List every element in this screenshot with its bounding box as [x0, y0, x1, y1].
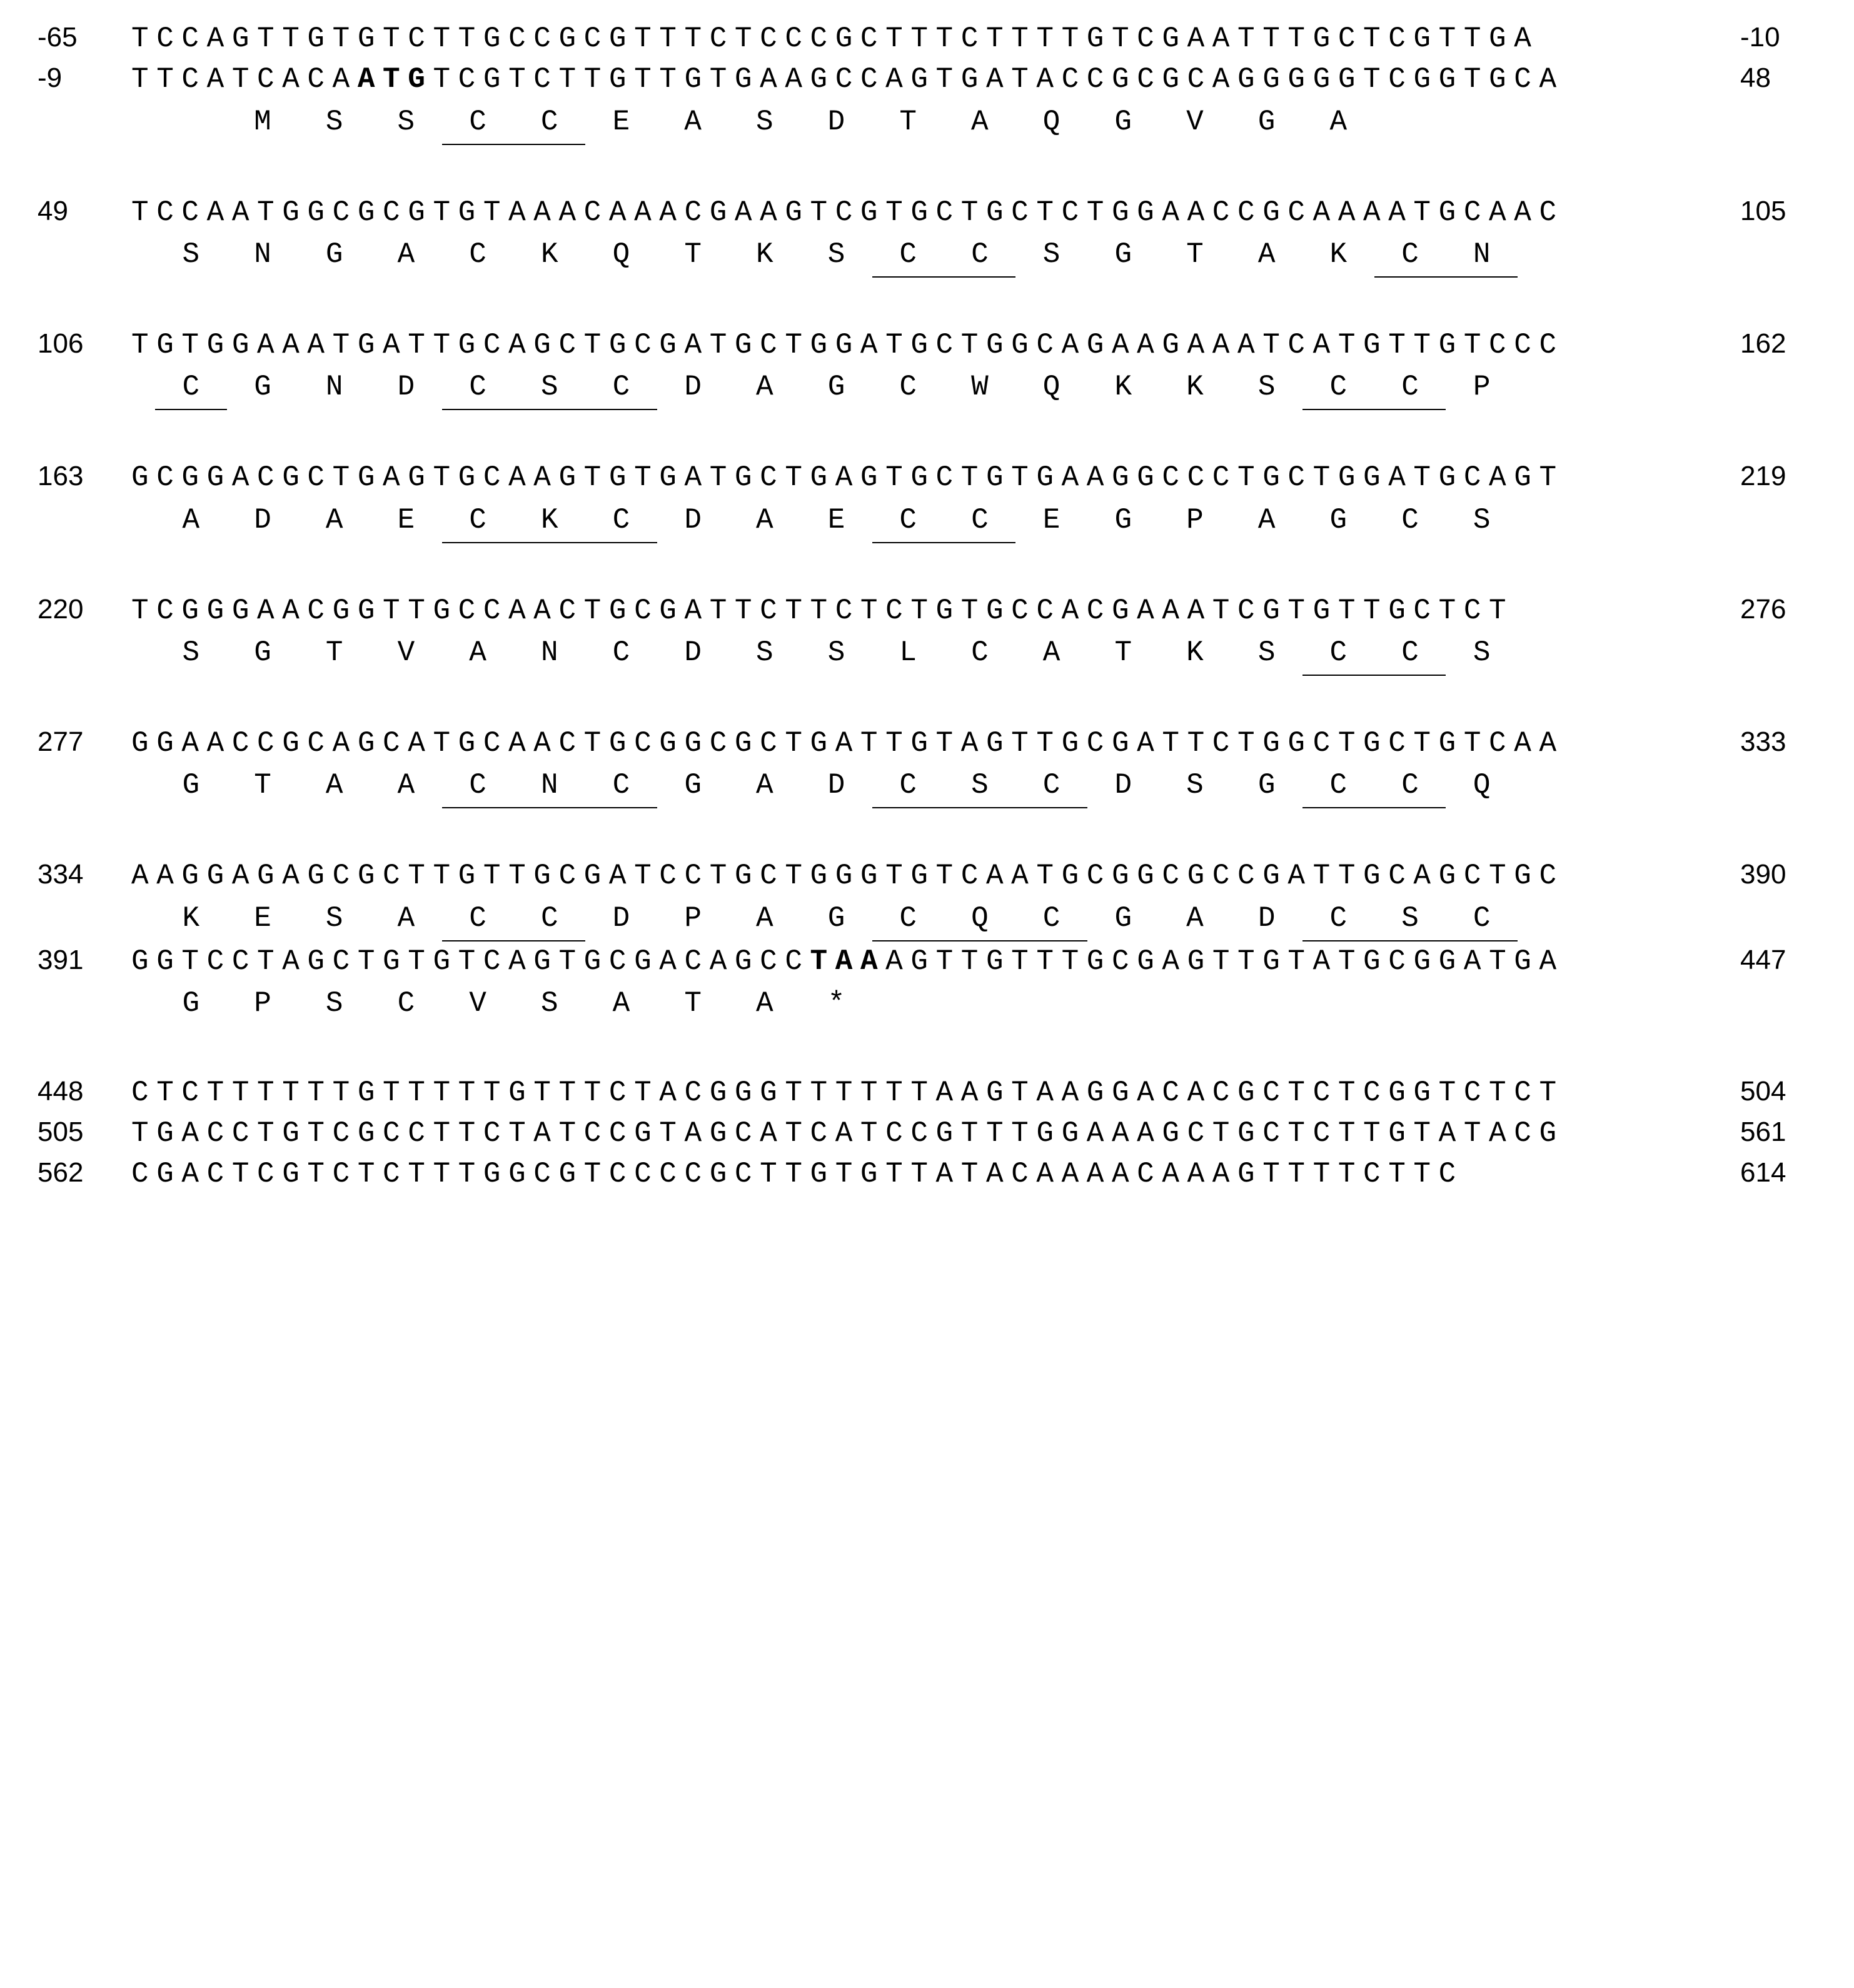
- amino-acid: G: [1257, 769, 1276, 802]
- amino-acid: V: [469, 986, 486, 1020]
- amino-acid: P: [1473, 371, 1491, 404]
- nucleotide-sequence: [131, 1113, 1723, 1154]
- sequence-text: AGTTGTTTGCGAGTTGTATGCGGATGA: [885, 945, 1564, 978]
- block-gap: [38, 410, 1816, 458]
- amino-acid-underlined: C: [1374, 631, 1446, 676]
- amino-acid: G: [182, 986, 200, 1020]
- sequence-block: [38, 193, 1816, 278]
- amino-acid: A: [325, 769, 343, 802]
- amino-acid-sequence: [131, 233, 1816, 278]
- amino-acid-underlined: C: [944, 499, 1016, 543]
- amino-acid: S: [182, 238, 200, 271]
- row-start-number: 277: [38, 726, 84, 757]
- amino-acid: G: [684, 769, 702, 802]
- amino-acid-underlined: Q: [944, 897, 1016, 941]
- untranslated-tail-rows: [38, 1073, 1816, 1195]
- amino-acid: D: [684, 503, 702, 536]
- row-end-number: 504: [1740, 1075, 1786, 1107]
- protein-row: [38, 233, 1816, 278]
- sequence-text: AAGGAGAGCGCTTGTTGCGATCCTGCTGGGTGTCAATGCGGCGCCGATTGCAGCTGC: [131, 860, 1564, 893]
- amino-acid-underlined: N: [1446, 233, 1518, 278]
- nucleotide-sequence: [131, 856, 1723, 896]
- protein-row: [38, 982, 1816, 1025]
- amino-acid: Q: [612, 238, 630, 271]
- amino-acid: S: [1186, 769, 1204, 802]
- amino-acid-underlined: C: [1015, 897, 1087, 941]
- amino-acid: A: [182, 503, 200, 536]
- amino-acid: C: [397, 986, 415, 1020]
- protein-row: [38, 631, 1816, 676]
- amino-acid: G: [827, 901, 845, 935]
- nucleotide-sequence: [131, 1154, 1723, 1195]
- amino-acid: P: [254, 986, 271, 1020]
- amino-acid-underlined: C: [585, 499, 657, 543]
- amino-acid: C: [899, 371, 917, 404]
- amino-acid-underlined: C: [1374, 233, 1446, 278]
- row-start-number: 562: [38, 1157, 84, 1188]
- row-end-number: 105: [1740, 195, 1786, 226]
- amino-acid-underlined: K: [513, 499, 585, 543]
- row-end-number: 276: [1740, 593, 1786, 625]
- nucleotide-row: [38, 591, 1816, 631]
- amino-acid-underlined: C: [1302, 366, 1374, 410]
- amino-acid: M: [254, 105, 271, 138]
- amino-acid-underlined: C: [513, 897, 585, 941]
- row-start-number: 163: [38, 461, 84, 492]
- amino-acid: A: [397, 901, 415, 935]
- amino-acid-underlined: C: [442, 897, 514, 941]
- amino-acid: S: [540, 986, 558, 1020]
- sequence-text: TGTGGAAATGATTGCAGCTGCGATGCTGGATGCTGGCAGAAGAAATCATGTTGTCCC: [131, 328, 1564, 361]
- amino-acid: T: [325, 636, 343, 669]
- amino-acid: K: [182, 901, 200, 935]
- sequence-text: GGTCCTAGCTGTGTCAGTGCGACAGCC: [131, 945, 810, 978]
- amino-acid: S: [1042, 238, 1061, 271]
- amino-acid: C: [1401, 503, 1419, 536]
- amino-acid: K: [1329, 238, 1348, 271]
- row-end-number: 48: [1740, 63, 1771, 94]
- amino-acid: P: [1186, 503, 1204, 536]
- amino-acid-underlined: C: [513, 101, 585, 145]
- sequence-text: TCGTCTTGTTGTGAAGCCAGTGATACCGCGCAGGGGGTCGGTGCA: [433, 63, 1564, 96]
- amino-acid: D: [827, 769, 845, 802]
- amino-acid: P: [684, 901, 702, 935]
- block-gap: [38, 543, 1816, 591]
- row-start-number: 448: [38, 1075, 84, 1107]
- amino-acid-underlined: C: [155, 366, 227, 410]
- amino-acid: A: [1329, 105, 1348, 138]
- amino-acid: Q: [1042, 371, 1061, 404]
- sequence-text: TCGGGAACGGTTGCCAACTGCGATTCTTCTCTGTGCCACGAAATCGTGTTGCTCT: [131, 594, 1514, 627]
- amino-acid-underlined: S: [944, 764, 1016, 808]
- amino-acid: A: [469, 636, 486, 669]
- amino-acid-underlined: C: [872, 233, 944, 278]
- amino-acid-underlined: C: [1374, 366, 1446, 410]
- amino-acid: S: [756, 636, 773, 669]
- amino-acid-underlined: C: [1302, 897, 1374, 941]
- nucleotide-sequence: [131, 19, 1723, 59]
- amino-acid: S: [325, 105, 343, 138]
- nucleotide-sequence: [131, 591, 1723, 631]
- sequence-block: [38, 325, 1816, 410]
- amino-acid: A: [612, 986, 630, 1020]
- amino-acid: D: [254, 503, 271, 536]
- amino-acid: E: [827, 503, 845, 536]
- row-end-number: 390: [1740, 859, 1786, 890]
- amino-acid: G: [182, 769, 200, 802]
- row-start-number: -9: [38, 63, 63, 94]
- nucleotide-sequence: [131, 941, 1723, 982]
- amino-acid: A: [971, 105, 989, 138]
- amino-acid-sequence: [131, 631, 1816, 676]
- amino-acid: A: [397, 238, 415, 271]
- amino-acid: Q: [1473, 769, 1491, 802]
- amino-acid: D: [684, 636, 702, 669]
- sequence-text: GGAACCGCAGCATGCAACTGCGGCGCTGATTGTAGTTGCGATTCTGGCTGCTGTCAA: [131, 726, 1564, 760]
- amino-acid: *: [827, 986, 845, 1020]
- amino-acid: A: [756, 371, 773, 404]
- amino-acid: A: [1257, 503, 1276, 536]
- row-start-number: 334: [38, 859, 84, 890]
- amino-acid: D: [1257, 901, 1276, 935]
- amino-acid-underlined: C: [442, 499, 514, 543]
- amino-acid: T: [254, 769, 271, 802]
- row-end-number: -10: [1740, 22, 1780, 53]
- amino-acid: S: [182, 636, 200, 669]
- amino-acid: A: [756, 503, 773, 536]
- amino-acid-underlined: N: [513, 764, 585, 808]
- amino-acid: G: [325, 238, 343, 271]
- amino-acid-sequence: [131, 897, 1816, 941]
- nucleotide-row: [38, 325, 1816, 366]
- sequence-block: [38, 856, 1816, 941]
- amino-acid: D: [397, 371, 415, 404]
- amino-acid: S: [397, 105, 415, 138]
- amino-acid: G: [1114, 238, 1132, 271]
- nucleotide-row: [38, 458, 1816, 498]
- amino-acid: T: [899, 105, 917, 138]
- row-end-number: 333: [1740, 726, 1786, 757]
- amino-acid: A: [1257, 238, 1276, 271]
- amino-acid: C: [612, 636, 630, 669]
- row-start-number: 49: [38, 195, 68, 226]
- sequence-text: TCCAGTTGTGTCTTGCCGCGTTTCTCCCGCTTTCTTTTGTCGAATTTGCTCGTTGA: [131, 23, 1539, 55]
- amino-acid-sequence: [131, 982, 1816, 1025]
- amino-acid: E: [1042, 503, 1061, 536]
- amino-acid: G: [1257, 105, 1276, 138]
- amino-acid: D: [684, 371, 702, 404]
- amino-acid: T: [1114, 636, 1132, 669]
- amino-acid: S: [1473, 636, 1491, 669]
- nucleotide-sequence: [131, 723, 1723, 764]
- nucleotide-row: [38, 193, 1816, 233]
- row-start-number: 391: [38, 944, 84, 975]
- amino-acid: W: [971, 371, 989, 404]
- amino-acid: S: [1257, 371, 1276, 404]
- row-start-number: -65: [38, 22, 78, 53]
- amino-acid: A: [1186, 901, 1204, 935]
- amino-acid: S: [755, 105, 773, 138]
- amino-acid: K: [1114, 371, 1132, 404]
- sequence-blocks: [38, 19, 1816, 1025]
- amino-acid: T: [684, 238, 702, 271]
- protein-row: [38, 897, 1816, 941]
- amino-acid: G: [1329, 503, 1348, 536]
- amino-acid: N: [540, 636, 558, 669]
- amino-acid-underlined: C: [872, 897, 944, 941]
- amino-acid: E: [254, 901, 271, 935]
- amino-acid-sequence: [131, 366, 1816, 410]
- sequence-block: [38, 591, 1816, 676]
- amino-acid: A: [325, 503, 343, 536]
- amino-acid: E: [397, 503, 415, 536]
- amino-acid: K: [1186, 371, 1204, 404]
- amino-acid: K: [1186, 636, 1204, 669]
- amino-acid: S: [325, 986, 343, 1020]
- nucleotide-row: [38, 1073, 1816, 1113]
- amino-acid: S: [325, 901, 343, 935]
- nucleotide-row: [38, 59, 1816, 100]
- sequence-text: TTCATCACA: [131, 63, 358, 96]
- amino-acid: N: [254, 238, 271, 271]
- amino-acid-underlined: C: [442, 101, 514, 145]
- amino-acid-underlined: C: [585, 366, 657, 410]
- amino-acid: L: [899, 636, 917, 669]
- sequence-text: TGACCTGTCGCCTTCTATCCGTAGCATCATCCGTTTGGAAAGCTGCTCTTGTATACG: [131, 1117, 1564, 1150]
- amino-acid: S: [1257, 636, 1276, 669]
- amino-acid: C: [971, 636, 989, 669]
- nucleotide-sequence: [131, 458, 1723, 498]
- nucleotide-sequence: [131, 59, 1723, 100]
- amino-acid: E: [612, 105, 630, 138]
- sequence-text: TCCAATGGCGCGTGTAAACAAACGAAGTCGTGCTGCTCTGGAACCGCAAAATGCAAC: [131, 196, 1564, 229]
- amino-acid: S: [827, 238, 845, 271]
- amino-acid: A: [684, 105, 702, 138]
- protein-row: [38, 499, 1816, 543]
- amino-acid-underlined: C: [1302, 631, 1374, 676]
- row-end-number: 561: [1740, 1117, 1786, 1148]
- nucleotide-sequence: [131, 193, 1723, 233]
- amino-acid-underlined: C: [944, 233, 1016, 278]
- nucleotide-row: [38, 723, 1816, 764]
- amino-acid: G: [254, 636, 271, 669]
- amino-acid: A: [756, 901, 773, 935]
- sequence-text: GCGGACGCTGAGTGCAAGTGTGATGCTGAGTGCTGTGAAGGCCCTGCTGGATGCAGT: [131, 461, 1564, 494]
- amino-acid-underlined: C: [1302, 764, 1374, 808]
- amino-acid: K: [540, 238, 558, 271]
- amino-acid: D: [612, 901, 630, 935]
- row-start-number: 505: [38, 1117, 84, 1148]
- amino-acid: A: [1042, 636, 1061, 669]
- nucleotide-row: [38, 941, 1816, 982]
- amino-acid: A: [756, 986, 773, 1020]
- amino-acid-underlined: C: [1015, 764, 1087, 808]
- amino-acid: C: [469, 238, 486, 271]
- row-end-number: 447: [1740, 944, 1786, 975]
- nucleotide-sequence: [131, 325, 1723, 366]
- sequence-text: CGACTCGTCTCTTTGGCGTCCCCGCTTGTGTTATACAAAACAAAGTTTTCTTC: [131, 1158, 1464, 1191]
- amino-acid-underlined: S: [513, 366, 585, 410]
- amino-acid-underlined: S: [1374, 897, 1446, 941]
- amino-acid: Q: [1042, 105, 1061, 138]
- amino-acid-underlined: C: [442, 366, 514, 410]
- amino-acid-underlined: C: [585, 764, 657, 808]
- amino-acid-underlined: C: [1374, 764, 1446, 808]
- codon-highlight: ATG: [357, 63, 433, 96]
- amino-acid-sequence: [131, 499, 1816, 543]
- block-gap: [38, 676, 1816, 723]
- protein-row: [38, 101, 1816, 145]
- nucleotide-row: [38, 1154, 1816, 1195]
- amino-acid: D: [1114, 769, 1132, 802]
- amino-acid-underlined: C: [872, 499, 944, 543]
- amino-acid: T: [684, 986, 702, 1020]
- amino-acid: G: [1114, 105, 1132, 138]
- protein-row: [38, 366, 1816, 410]
- nucleotide-row: [38, 1113, 1816, 1154]
- amino-acid: K: [756, 238, 773, 271]
- amino-acid: G: [827, 371, 845, 404]
- amino-acid-underlined: C: [872, 764, 944, 808]
- sequence-block: [38, 19, 1816, 145]
- nucleotide-row: [38, 19, 1816, 59]
- amino-acid: S: [827, 636, 845, 669]
- codon-highlight: TAA: [810, 945, 886, 978]
- amino-acid-sequence: [131, 764, 1816, 808]
- amino-acid: G: [254, 371, 271, 404]
- block-gap: [38, 278, 1816, 325]
- amino-acid: V: [397, 636, 415, 669]
- nucleotide-sequence: [131, 1073, 1723, 1113]
- sequence-block: [38, 941, 1816, 1025]
- sequence-block: [38, 723, 1816, 808]
- block-gap: [38, 808, 1816, 856]
- amino-acid-sequence: [131, 101, 1816, 145]
- amino-acid: N: [325, 371, 343, 404]
- row-start-number: 106: [38, 328, 84, 359]
- amino-acid: V: [1186, 105, 1204, 138]
- amino-acid: A: [756, 769, 773, 802]
- amino-acid: T: [1186, 238, 1204, 271]
- amino-acid: A: [397, 769, 415, 802]
- row-start-number: 220: [38, 593, 84, 625]
- amino-acid-underlined: C: [1446, 897, 1518, 941]
- row-end-number: 162: [1740, 328, 1786, 359]
- protein-row: [38, 764, 1816, 808]
- amino-acid: G: [1114, 503, 1132, 536]
- amino-acid-underlined: C: [442, 764, 514, 808]
- amino-acid: D: [827, 105, 845, 138]
- row-end-number: 614: [1740, 1157, 1786, 1188]
- block-gap: [38, 145, 1816, 193]
- amino-acid: G: [1114, 901, 1132, 935]
- sequence-block: [38, 458, 1816, 543]
- row-end-number: 219: [1740, 461, 1786, 492]
- nucleotide-row: [38, 856, 1816, 896]
- sequence-text: CTCTTTTTTGTTTTTGTTTCTACGGGTTTTTTAAGTAAGGACACGCTCTCGGTCTCT: [131, 1076, 1564, 1109]
- amino-acid: S: [1473, 503, 1491, 536]
